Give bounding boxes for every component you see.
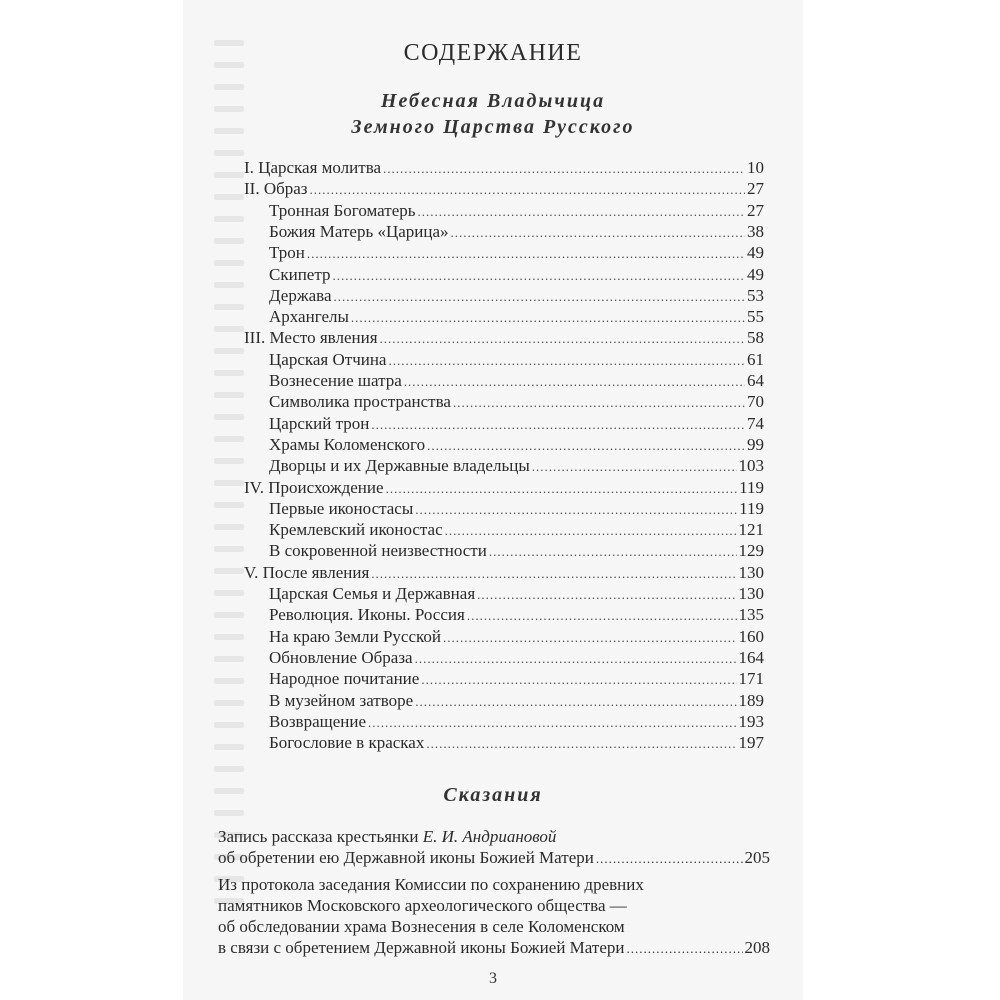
toc-page-number: 205 — [744, 848, 770, 867]
toc-subsection[interactable] — [269, 732, 764, 754]
toc-page-number: 193 — [738, 711, 764, 731]
leader-dots — [334, 286, 746, 308]
toc-label: Возвращение — [269, 711, 367, 731]
toc-page-number: 119 — [739, 477, 764, 497]
contents-title: СОДЕРЖАНИЕ — [403, 40, 583, 66]
leader-dots — [626, 938, 742, 959]
toc-subsection[interactable] — [269, 349, 764, 371]
leader-dots — [489, 541, 737, 563]
toc-label: Обновление Образа — [269, 647, 413, 667]
entry-author: Е. И. Андриановой — [422, 827, 557, 846]
toc-page-number: 10 — [747, 158, 764, 177]
toc-subsection[interactable] — [269, 519, 764, 541]
toc-page-number: 119 — [739, 498, 764, 518]
toc-label: I. Царская молитва — [244, 158, 382, 177]
toc-label: Символика пространства — [269, 392, 451, 412]
toc-chapter[interactable] — [244, 327, 764, 349]
toc-page-number: 160 — [738, 626, 764, 646]
toc-label: Народное почитание — [269, 669, 420, 689]
toc-label: Держава — [269, 285, 332, 305]
entry-line: Из протокола заседания Комиссии по сохранению древних — [218, 875, 644, 894]
toc-subsection[interactable] — [269, 604, 764, 626]
toc-subsection[interactable] — [269, 370, 764, 392]
toc-label: Трон — [269, 243, 305, 263]
toc-page-number: 70 — [747, 392, 764, 412]
toc-page-number: 99 — [747, 434, 764, 454]
toc-page-number: 27 — [747, 179, 764, 199]
toc-page-number: 53 — [747, 285, 764, 305]
toc-subsection[interactable] — [269, 391, 764, 413]
toc-entry-tale-2[interactable] — [218, 874, 770, 958]
part-title-line-2: Земного Царства Русского — [351, 116, 635, 138]
leader-dots — [445, 520, 737, 542]
toc-label: Царский трон — [269, 413, 370, 433]
toc-page-number: 49 — [747, 243, 764, 263]
toc-label: Революция. Иконы. Россия — [269, 605, 465, 625]
toc-page-number: 171 — [738, 669, 764, 689]
toc-subsection[interactable] — [269, 264, 764, 286]
leader-dots — [351, 307, 745, 329]
part-title-line-1: Небесная Владычица — [380, 90, 606, 112]
toc-label: На краю Земли Русской — [269, 626, 442, 646]
toc-label: В сокровенной неизвестности — [269, 541, 487, 561]
leader-dots — [443, 627, 736, 649]
entry-text: об обретении ею Державной иконы Божией Матери — [218, 848, 594, 867]
leader-dots — [596, 848, 743, 869]
leader-dots — [451, 222, 745, 244]
toc-page-number: 197 — [738, 733, 764, 753]
toc-subsection[interactable] — [269, 285, 764, 307]
leader-dots — [477, 584, 736, 606]
entry-text: в связи с обретением Державной иконы Божией Матери — [218, 938, 625, 957]
toc-page-number: 208 — [744, 938, 770, 957]
toc-label: Царская Семья и Державная — [269, 584, 476, 603]
entry-line: об обследовании храма Вознесения в селе Коломенском — [218, 917, 625, 936]
toc-label: Храмы Коломенского — [269, 434, 426, 454]
leader-dots — [386, 478, 738, 500]
leader-dots — [467, 605, 737, 627]
toc-label: Царская Отчина — [269, 349, 387, 369]
toc-subsection[interactable] — [269, 306, 764, 328]
toc-page-number: 121 — [738, 520, 764, 540]
leader-dots — [383, 158, 745, 180]
toc-label: Богословие в красках — [269, 733, 425, 753]
leader-dots — [371, 414, 745, 436]
toc-subsection[interactable] — [269, 540, 764, 562]
entry-line — [218, 826, 770, 847]
section-title: Сказания — [443, 784, 543, 806]
part-title — [183, 88, 803, 140]
leader-dots — [388, 350, 745, 372]
toc-page-number: 130 — [738, 562, 764, 582]
entry-last-line — [218, 937, 770, 958]
leader-dots — [332, 265, 745, 287]
toc-label: Первые иконостасы — [269, 498, 414, 518]
leader-dots — [415, 648, 737, 670]
toc-page-number: 189 — [738, 690, 764, 710]
page-number: 3 — [489, 970, 497, 987]
leader-dots — [421, 669, 736, 691]
toc-label: Божия Матерь «Царица» — [269, 221, 449, 241]
toc-page-number: 27 — [747, 200, 764, 220]
toc-label: Скипетр — [269, 264, 331, 284]
toc-entry-tale-1[interactable] — [218, 826, 770, 868]
toc-page-number: 38 — [747, 221, 764, 241]
toc-page-number: 64 — [747, 371, 764, 390]
toc-subsection[interactable] — [269, 711, 764, 733]
toc-subsection[interactable] — [269, 434, 764, 456]
toc-page-number: 135 — [738, 605, 764, 625]
leader-dots — [310, 179, 745, 201]
toc-label: Дворцы и их Державные владельцы — [269, 456, 530, 476]
toc-page-number: 58 — [747, 328, 764, 348]
toc-label: II. Образ — [244, 179, 308, 199]
toc-page-number: 129 — [738, 541, 764, 561]
toc-label: V. После явления — [244, 562, 370, 582]
leader-dots — [371, 563, 736, 585]
toc-subsection[interactable] — [269, 668, 764, 690]
leader-dots — [307, 243, 745, 265]
leader-dots — [404, 371, 745, 393]
leader-dots — [380, 328, 745, 350]
toc-chapter[interactable] — [244, 477, 764, 499]
toc-subsection[interactable] — [269, 498, 764, 520]
toc-page-number: 61 — [747, 349, 764, 369]
toc-subsection[interactable] — [269, 221, 764, 243]
toc-page-number: 49 — [747, 264, 764, 284]
toc-subsection[interactable] — [269, 690, 764, 712]
entry-line: памятников Московского археологического общества — — [218, 896, 627, 915]
leader-dots — [426, 733, 736, 755]
leader-dots — [418, 201, 745, 223]
toc-subsection[interactable] — [269, 413, 764, 435]
toc-subsection[interactable] — [269, 583, 764, 605]
toc-subsection[interactable] — [269, 455, 764, 477]
leader-dots — [415, 499, 737, 521]
leader-dots — [532, 456, 737, 478]
toc-page-number: 130 — [738, 584, 764, 603]
toc-chapter[interactable] — [244, 178, 764, 200]
entry-text: Запись рассказа крестьянки — [218, 827, 423, 846]
toc-label: Архангелы — [269, 307, 349, 327]
toc-label: Тронная Богоматерь — [269, 200, 416, 220]
toc-subsection[interactable] — [269, 647, 764, 669]
toc-subsection[interactable] — [269, 242, 764, 264]
toc-label: Вознесение шатра — [269, 371, 402, 390]
toc-chapter[interactable] — [244, 562, 764, 584]
leader-dots — [368, 712, 736, 734]
toc-chapter[interactable] — [244, 157, 764, 179]
toc-label: IV. Происхождение — [244, 477, 384, 497]
toc-page-number: 74 — [747, 413, 764, 433]
leader-dots — [415, 691, 736, 713]
entry-last-line — [218, 847, 770, 868]
leader-dots — [453, 392, 745, 414]
toc-subsection[interactable] — [269, 626, 764, 648]
toc-label: В музейном затворе — [269, 690, 414, 710]
leader-dots — [427, 435, 745, 457]
toc-label: III. Место явления — [244, 328, 378, 348]
toc-subsection[interactable] — [269, 200, 764, 222]
toc-page-number: 164 — [738, 647, 764, 667]
toc-page-number: 55 — [747, 307, 764, 327]
toc-label: Кремлевский иконостас — [269, 520, 443, 540]
toc-page-number: 103 — [738, 456, 764, 476]
